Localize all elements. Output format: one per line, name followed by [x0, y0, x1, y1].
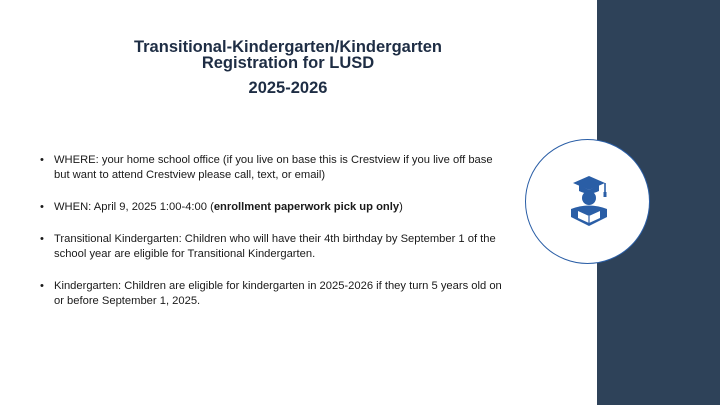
bullet-when-bold: enrollment paperwork pick up only — [213, 201, 400, 213]
bullet-tk-text: Transitional Kindergarten: Children who will have their 4th birthday by September 1 of the school year are eligible for Transitional Kindergarten. — [54, 233, 496, 260]
bullet-marker: • — [40, 233, 44, 245]
title-line-2: Registration for LUSD — [201, 54, 375, 72]
info-bullet-list — [30, 153, 510, 309]
emblem-circle — [525, 139, 650, 264]
title-line-1: Transitional-Kindergarten/Kindergarten — [133, 38, 443, 56]
title-year: 2025-2026 — [248, 79, 328, 97]
graduate-icon — [568, 174, 610, 228]
bullet-where-text: WHERE: your home school office (if you live on base this is Crestview if you live off base but want to attend Crestview please call, text, or email) — [54, 154, 493, 181]
bullet-transitional-kindergarten — [30, 232, 510, 262]
bullet-where — [30, 153, 510, 183]
bullet-k-text: Kindergarten: Children are eligible for kindergarten in 2025-2026 if they turn 5 years old on or before September 1, 2025. — [54, 280, 502, 307]
slide-title — [80, 39, 496, 96]
bullet-marker: • — [40, 201, 44, 213]
bullet-marker: • — [40, 280, 44, 292]
bullet-kindergarten — [30, 279, 510, 309]
bullet-when-prefix: WHEN: April 9, 2025 1:00-4:00 ( — [54, 201, 214, 213]
bullet-when-suffix: ) — [399, 201, 403, 213]
bullet-marker: • — [40, 154, 44, 166]
bullet-when — [30, 200, 510, 215]
